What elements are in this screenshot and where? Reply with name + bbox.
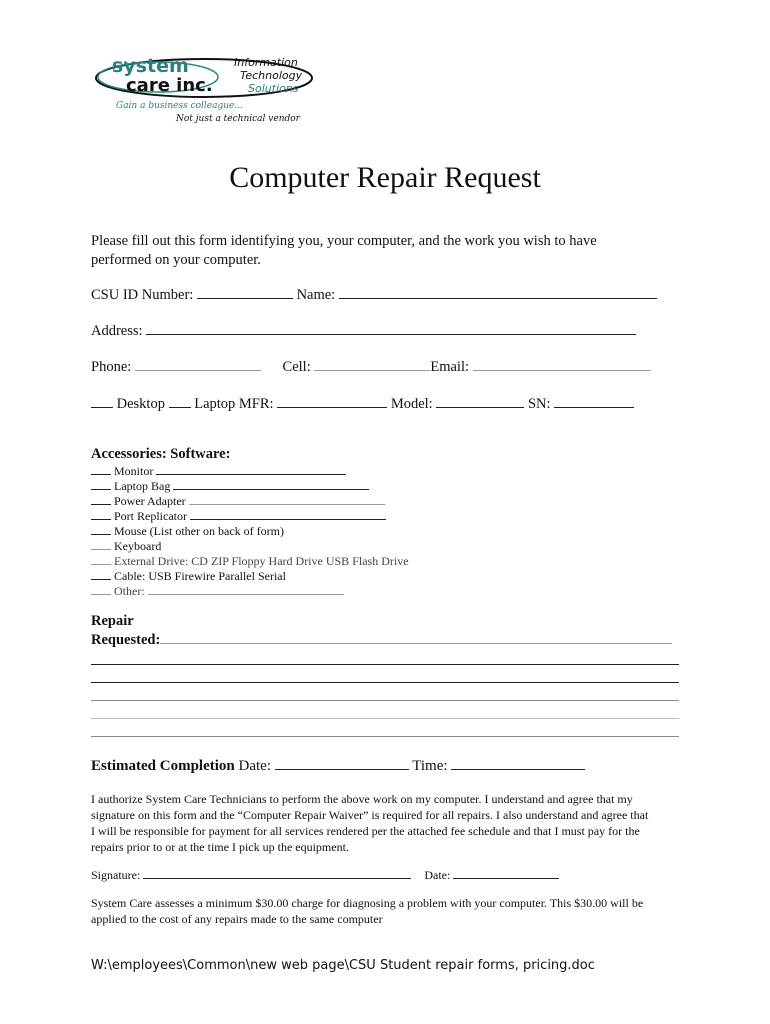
accessory-label: Mouse (List other on back of form): [114, 524, 284, 538]
accessory-detail-field[interactable]: [189, 494, 385, 505]
email-field[interactable]: [473, 358, 651, 371]
signature-date-label: Date:: [424, 868, 451, 882]
sn-field[interactable]: [554, 395, 634, 408]
accessory-detail-field[interactable]: [190, 509, 386, 520]
accessory-label: Power Adapter: [114, 494, 186, 508]
logo-system: system: [112, 55, 189, 77]
accessory-detail-field[interactable]: [173, 479, 369, 490]
intro-line-2: performed on your computer.: [91, 252, 261, 268]
accessory-checkbox[interactable]: [91, 584, 111, 595]
phone-field[interactable]: [135, 358, 261, 371]
signature-date-field[interactable]: [453, 869, 559, 879]
accessory-item: [91, 554, 409, 568]
accessory-label: Monitor: [114, 464, 154, 478]
accessory-item: [91, 569, 286, 583]
intro-line-1: Please fill out this form identifying you, your computer, and the work you wish to have: [91, 233, 597, 249]
company-logo: [92, 56, 332, 128]
repair-field[interactable]: [160, 631, 672, 644]
accessory-label: Keyboard: [114, 539, 162, 553]
accessory-item: [91, 539, 161, 553]
accessories-heading: Accessories: Software:: [91, 446, 231, 462]
repair-line[interactable]: [91, 664, 679, 665]
accessory-item: [91, 509, 389, 523]
accessory-checkbox[interactable]: [91, 569, 111, 580]
accessory-item: [91, 479, 372, 493]
cell-field[interactable]: [314, 358, 430, 371]
csu-id-label: CSU ID Number:: [91, 287, 194, 303]
repair-label-2: Requested:: [91, 632, 161, 648]
accessory-item: [91, 494, 388, 508]
accessory-detail-field[interactable]: [156, 464, 346, 475]
accessory-label: Laptop Bag: [114, 479, 171, 493]
logo-tagline-1: Gain a business colleague...: [116, 101, 243, 111]
accessory-checkbox[interactable]: [91, 494, 111, 505]
completion-time-field[interactable]: [451, 757, 585, 770]
accessory-checkbox[interactable]: [91, 524, 111, 535]
completion-date-label: Date:: [238, 758, 271, 774]
sn-label: SN:: [527, 396, 551, 412]
accessory-label: Port Replicator: [114, 509, 187, 523]
accessory-checkbox[interactable]: [91, 539, 111, 550]
desktop-checkbox[interactable]: [91, 395, 113, 408]
signature-field[interactable]: [143, 869, 411, 879]
name-field[interactable]: [339, 286, 657, 299]
accessory-item: [91, 464, 349, 478]
phone-label: Phone:: [91, 359, 132, 375]
repair-label-1: Repair: [91, 613, 134, 629]
name-label: Name:: [296, 287, 336, 303]
csu-id-field[interactable]: [197, 286, 293, 299]
logo-it3: Solutions: [248, 82, 299, 95]
diagnosis-line: System Care assesses a minimum $30.00 charge for diagnosing a problem with your computer. This $30.00 will be: [91, 896, 644, 910]
authorize-line: I authorize System Care Technicians to perform the above work on my computer. I understand and agree that my: [91, 792, 633, 806]
accessory-checkbox[interactable]: [91, 464, 111, 475]
desktop-label: Desktop: [116, 396, 165, 412]
diagnosis-line: applied to the cost of any repairs made to the same computer: [91, 912, 383, 926]
repair-line[interactable]: [91, 736, 679, 737]
accessory-item: [91, 584, 347, 598]
address-field[interactable]: [146, 322, 636, 335]
mfr-field[interactable]: [277, 395, 387, 408]
repair-line[interactable]: [91, 682, 679, 683]
logo-tagline-2: Not just a technical vendor: [176, 114, 300, 124]
laptop-checkbox[interactable]: [169, 395, 191, 408]
authorize-line: I will be responsible for payment for all services rendered per the attached fee schedule and that I must pay for the: [91, 824, 640, 838]
completion-date-field[interactable]: [275, 757, 409, 770]
email-label: Email:: [430, 359, 470, 375]
signature-label: Signature:: [91, 868, 141, 882]
cell-label: Cell:: [282, 359, 311, 375]
accessory-label: Other:: [114, 584, 145, 598]
accessory-checkbox[interactable]: [91, 509, 111, 520]
repair-line[interactable]: [91, 718, 679, 719]
completion-label: Estimated Completion: [91, 758, 235, 774]
logo-care: care inc.: [126, 75, 213, 96]
page-title: Computer Repair Request: [229, 161, 541, 194]
logo-it2: Technology: [240, 69, 303, 82]
authorize-line: repairs prior to or at the time I pick up the equipment.: [91, 840, 349, 854]
repair-line[interactable]: [91, 700, 679, 701]
model-label: Model:: [390, 396, 433, 412]
file-path-footer: W:\employees\Common\new web page\CSU Student repair forms, pricing.doc: [91, 958, 595, 973]
accessory-label: Cable: USB Firewire Parallel Serial: [114, 569, 286, 583]
logo-it1: Information: [234, 56, 298, 69]
model-field[interactable]: [436, 395, 524, 408]
laptop-label: Laptop MFR:: [194, 396, 274, 412]
completion-time-label: Time:: [412, 758, 448, 774]
address-label: Address:: [91, 323, 143, 339]
accessory-item: [91, 524, 284, 538]
accessory-detail-field[interactable]: [148, 584, 344, 595]
accessory-checkbox[interactable]: [91, 554, 111, 565]
authorize-line: signature on this form and the “Computer Repair Waiver” is required for all repairs. I also understand and agree that: [91, 808, 649, 822]
accessory-checkbox[interactable]: [91, 479, 111, 490]
accessory-label: External Drive: CD ZIP Floppy Hard Drive USB Flash Drive: [114, 554, 409, 568]
